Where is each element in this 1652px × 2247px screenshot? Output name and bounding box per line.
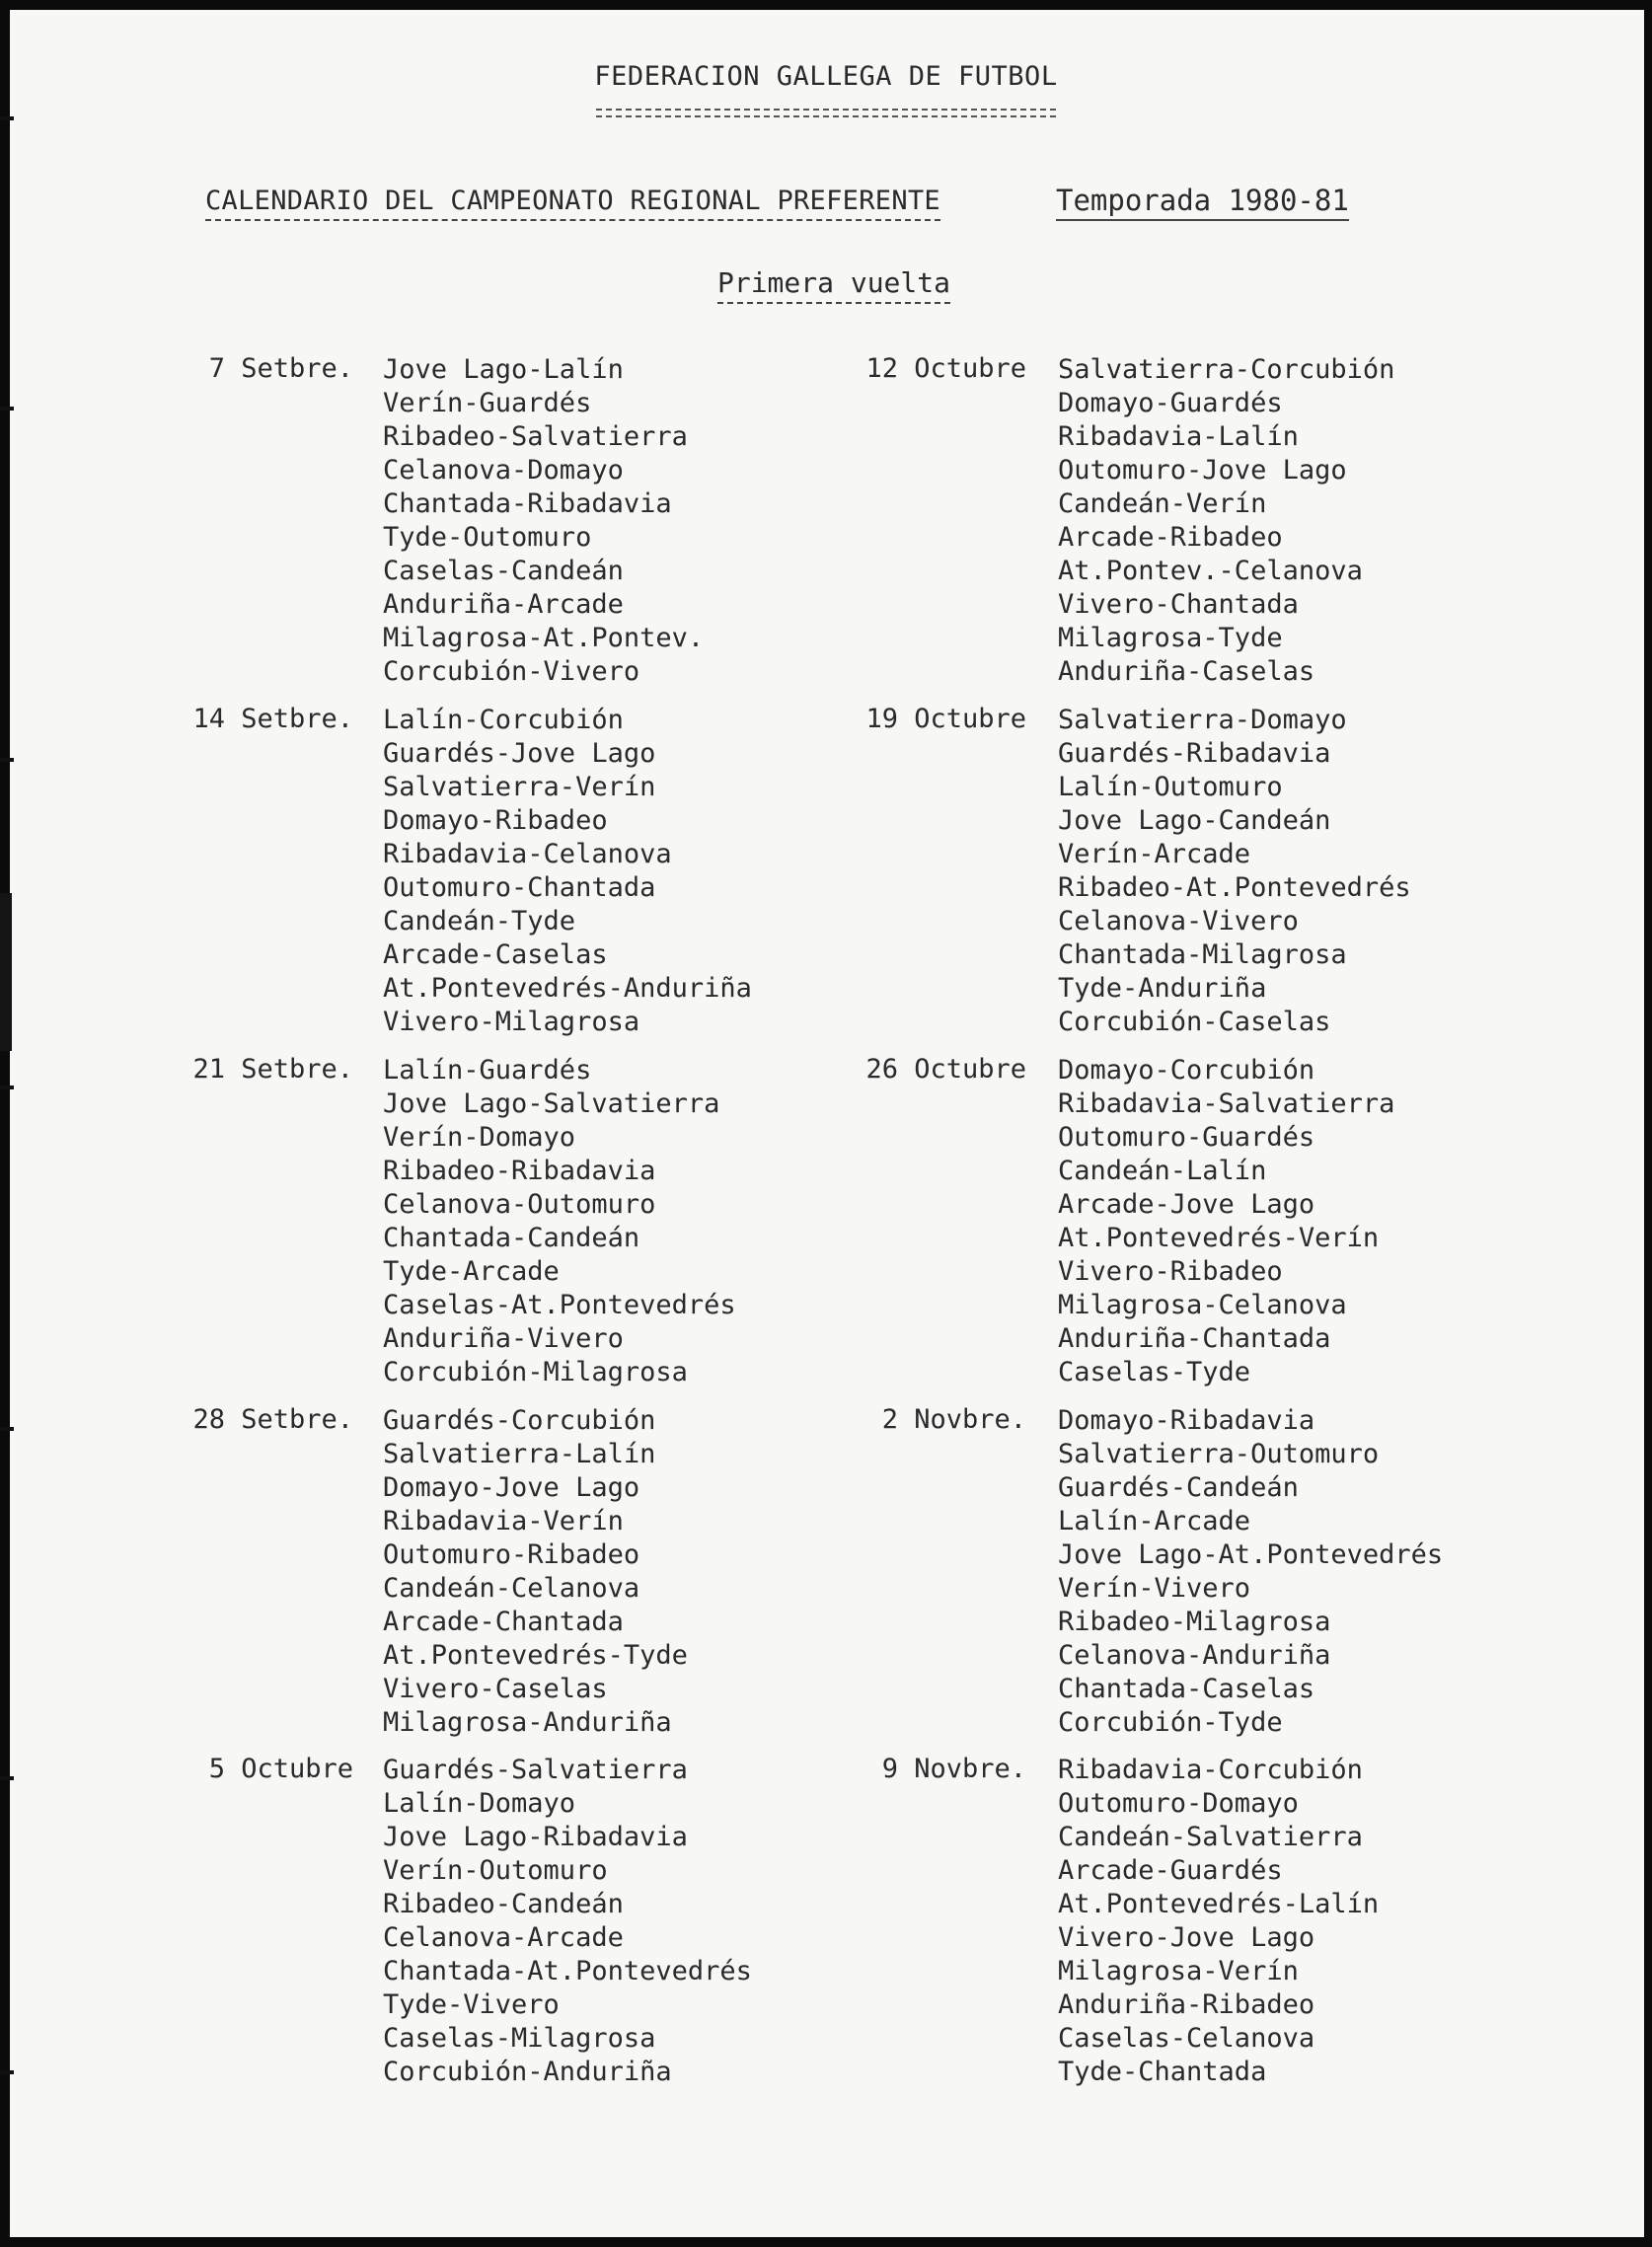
matchday-date: 9 Novbre. [881,1754,1026,1784]
organization-title: FEDERACION GALLEGA DE FUTBOL [594,61,1058,92]
match-item: Jove Lago-At.Pontevedrés [1058,1539,1444,1570]
match-item: Outomuro-Domayo [1058,1788,1299,1819]
match-item: Caselas-Tyde [1058,1357,1251,1387]
match-list [1058,704,1411,1039]
matchday-date: 2 Novbre. [881,1404,1026,1435]
matchday-date: 5 Octubre [208,1754,353,1784]
match-item: Anduriña-Chantada [1058,1323,1331,1354]
match-item: Milagrosa-Tyde [1058,623,1283,653]
match-item: Corcubión-Anduriña [383,2057,672,2087]
match-item: At.Pontevedrés-Lalín [1058,1889,1380,1919]
binding-mark [0,2070,14,2074]
match-list [383,1404,688,1740]
match-item: Chantada-Ribadavia [383,488,672,519]
match-item: Anduriña-Ribadeo [1058,1989,1315,2020]
match-item: Domayo-Ribadeo [383,805,608,836]
match-list [383,1054,736,1389]
match-item: At.Pontevedrés-Anduriña [383,973,752,1004]
match-item: Tyde-Vivero [383,1989,560,2020]
match-item: Celanova-Anduriña [1058,1640,1331,1671]
match-item: Arcade-Ribadeo [1058,522,1283,553]
match-item: Ribadavia-Celanova [383,839,672,869]
matchday-date: 14 Setbre. [192,704,353,734]
matchday-date: 19 Octubre [865,704,1026,734]
match-item: Candeán-Lalín [1058,1156,1267,1186]
match-item: Tyde-Chantada [1058,2057,1267,2087]
match-item: Vivero-Ribadeo [1058,1256,1283,1287]
match-item: Guardés-Salvatierra [383,1755,688,1785]
match-item: Ribadavia-Verín [383,1506,624,1536]
document-page [10,10,1644,2237]
match-item: Domayo-Ribadavia [1058,1405,1315,1436]
binding-mark [0,1086,14,1089]
match-item: Jove Lago-Lalín [383,354,624,385]
match-item: Chantada-Caselas [1058,1674,1315,1704]
match-item: Ribadavia-Lalín [1058,421,1299,452]
match-item: Vivero-Milagrosa [383,1007,640,1037]
match-item: Tyde-Arcade [383,1256,560,1287]
round-label: Primera vuelta [717,266,950,304]
match-item: Tyde-Outomuro [383,522,592,553]
round-heading [0,266,1652,299]
binding-mark [0,407,14,411]
match-item: Celanova-Vivero [1058,906,1299,936]
match-item: Salvatierra-Outomuro [1058,1439,1380,1469]
match-list [1058,353,1394,689]
match-item: Outomuro-Guardés [1058,1122,1315,1153]
match-item: At.Pontevedrés-Tyde [383,1640,688,1671]
matchday-date: 28 Setbre. [192,1404,353,1435]
match-list [383,704,752,1039]
match-list [1058,1054,1394,1389]
match-item: Candeán-Celanova [383,1573,640,1604]
torn-edge [0,893,12,1051]
match-item: Caselas-Celanova [1058,2023,1315,2054]
match-item: Vivero-Chantada [1058,589,1299,620]
match-item: Arcade-Guardés [1058,1855,1283,1886]
match-item: Domayo-Jove Lago [383,1472,640,1503]
match-item: Verín-Vivero [1058,1573,1251,1604]
match-item: Candeán-Salvatierra [1058,1822,1363,1852]
match-item: Milagrosa-At.Pontev. [383,623,705,653]
match-list [383,1754,752,2089]
match-item: Verín-Outomuro [383,1855,608,1886]
match-item: Outomuro-Ribadeo [383,1539,640,1570]
match-item: Jove Lago-Salvatierra [383,1088,720,1119]
match-item: Caselas-Candeán [383,556,624,586]
match-item: Ribadavia-Salvatierra [1058,1088,1395,1119]
binding-mark [0,116,14,120]
match-item: Arcade-Caselas [383,939,608,970]
match-item: Guardés-Candeán [1058,1472,1299,1503]
match-item: Anduriña-Arcade [383,589,624,620]
match-item: Jove Lago-Ribadavia [383,1822,688,1852]
match-item: Guardés-Ribadavia [1058,738,1331,769]
match-item: Lalín-Arcade [1058,1506,1251,1536]
match-item: Milagrosa-Verín [1058,1956,1299,1986]
match-item: At.Pontevedrés-Verín [1058,1223,1380,1253]
match-item: Candeán-Verín [1058,488,1267,519]
matchday-date: 21 Setbre. [192,1054,353,1085]
matchday-date: 7 Setbre. [208,353,353,384]
match-item: At.Pontev.-Celanova [1058,556,1363,586]
match-item: Chantada-Milagrosa [1058,939,1347,970]
title-underline [596,109,1056,117]
match-item: Verín-Guardés [383,388,592,418]
match-item: Salvatierra-Corcubión [1058,354,1395,385]
match-item: Ribadeo-At.Pontevedrés [1058,872,1411,903]
match-item: Tyde-Anduriña [1058,973,1267,1004]
match-item: Celanova-Arcade [383,1922,624,1953]
match-item: Guardés-Jove Lago [383,738,656,769]
match-item: Caselas-Milagrosa [383,2023,656,2054]
match-item: Chantada-At.Pontevedrés [383,1956,752,1986]
match-item: Ribadeo-Milagrosa [1058,1607,1331,1637]
match-item: Domayo-Guardés [1058,388,1283,418]
match-item: Lalín-Guardés [383,1055,592,1086]
match-item: Vivero-Jove Lago [1058,1922,1315,1953]
matchday-date: 26 Octubre [865,1054,1026,1085]
match-item: Ribadeo-Salvatierra [383,421,688,452]
match-item: Ribadavia-Corcubión [1058,1755,1363,1785]
match-item: Corcubión-Vivero [383,656,640,687]
binding-mark [0,758,14,762]
match-item: Arcade-Chantada [383,1607,624,1637]
match-item: Anduriña-Vivero [383,1323,624,1354]
match-item: Corcubión-Caselas [1058,1007,1331,1037]
match-item: Lalín-Corcubión [383,705,624,735]
match-item: Jove Lago-Candeán [1058,805,1331,836]
season-label: Temporada 1980-81 [1056,184,1349,221]
match-item: Arcade-Jove Lago [1058,1189,1315,1220]
match-item: Vivero-Caselas [383,1674,608,1704]
match-item: Guardés-Corcubión [383,1405,656,1436]
match-item: Celanova-Domayo [383,455,624,486]
match-item: Milagrosa-Anduriña [383,1707,672,1738]
match-item: Lalín-Domayo [383,1788,576,1819]
match-item: Domayo-Corcubión [1058,1055,1315,1086]
match-item: Corcubión-Milagrosa [383,1357,688,1387]
matchday-date: 12 Octubre [865,353,1026,384]
match-item: Outomuro-Jove Lago [1058,455,1347,486]
match-item: Chantada-Candeán [383,1223,640,1253]
match-item: Salvatierra-Domayo [1058,705,1347,735]
match-item: Anduriña-Caselas [1058,656,1315,687]
match-list [1058,1754,1379,2089]
match-item: Caselas-At.Pontevedrés [383,1290,736,1320]
match-list [1058,1404,1443,1740]
match-item: Salvatierra-Verín [383,772,656,802]
match-item: Candeán-Tyde [383,906,576,936]
match-item: Verín-Domayo [383,1122,576,1153]
match-item: Verín-Arcade [1058,839,1251,869]
match-item: Celanova-Outomuro [383,1189,656,1220]
match-item: Outomuro-Chantada [383,872,656,903]
match-item: Ribadeo-Candeán [383,1889,624,1919]
match-item: Salvatierra-Lalín [383,1439,656,1469]
match-item: Corcubión-Tyde [1058,1707,1283,1738]
match-list [383,353,704,689]
match-item: Ribadeo-Ribadavia [383,1156,656,1186]
calendar-title: CALENDARIO DEL CAMPEONATO REGIONAL PREFERENTE [205,186,940,221]
match-item: Milagrosa-Celanova [1058,1290,1347,1320]
match-item: Lalín-Outomuro [1058,772,1283,802]
